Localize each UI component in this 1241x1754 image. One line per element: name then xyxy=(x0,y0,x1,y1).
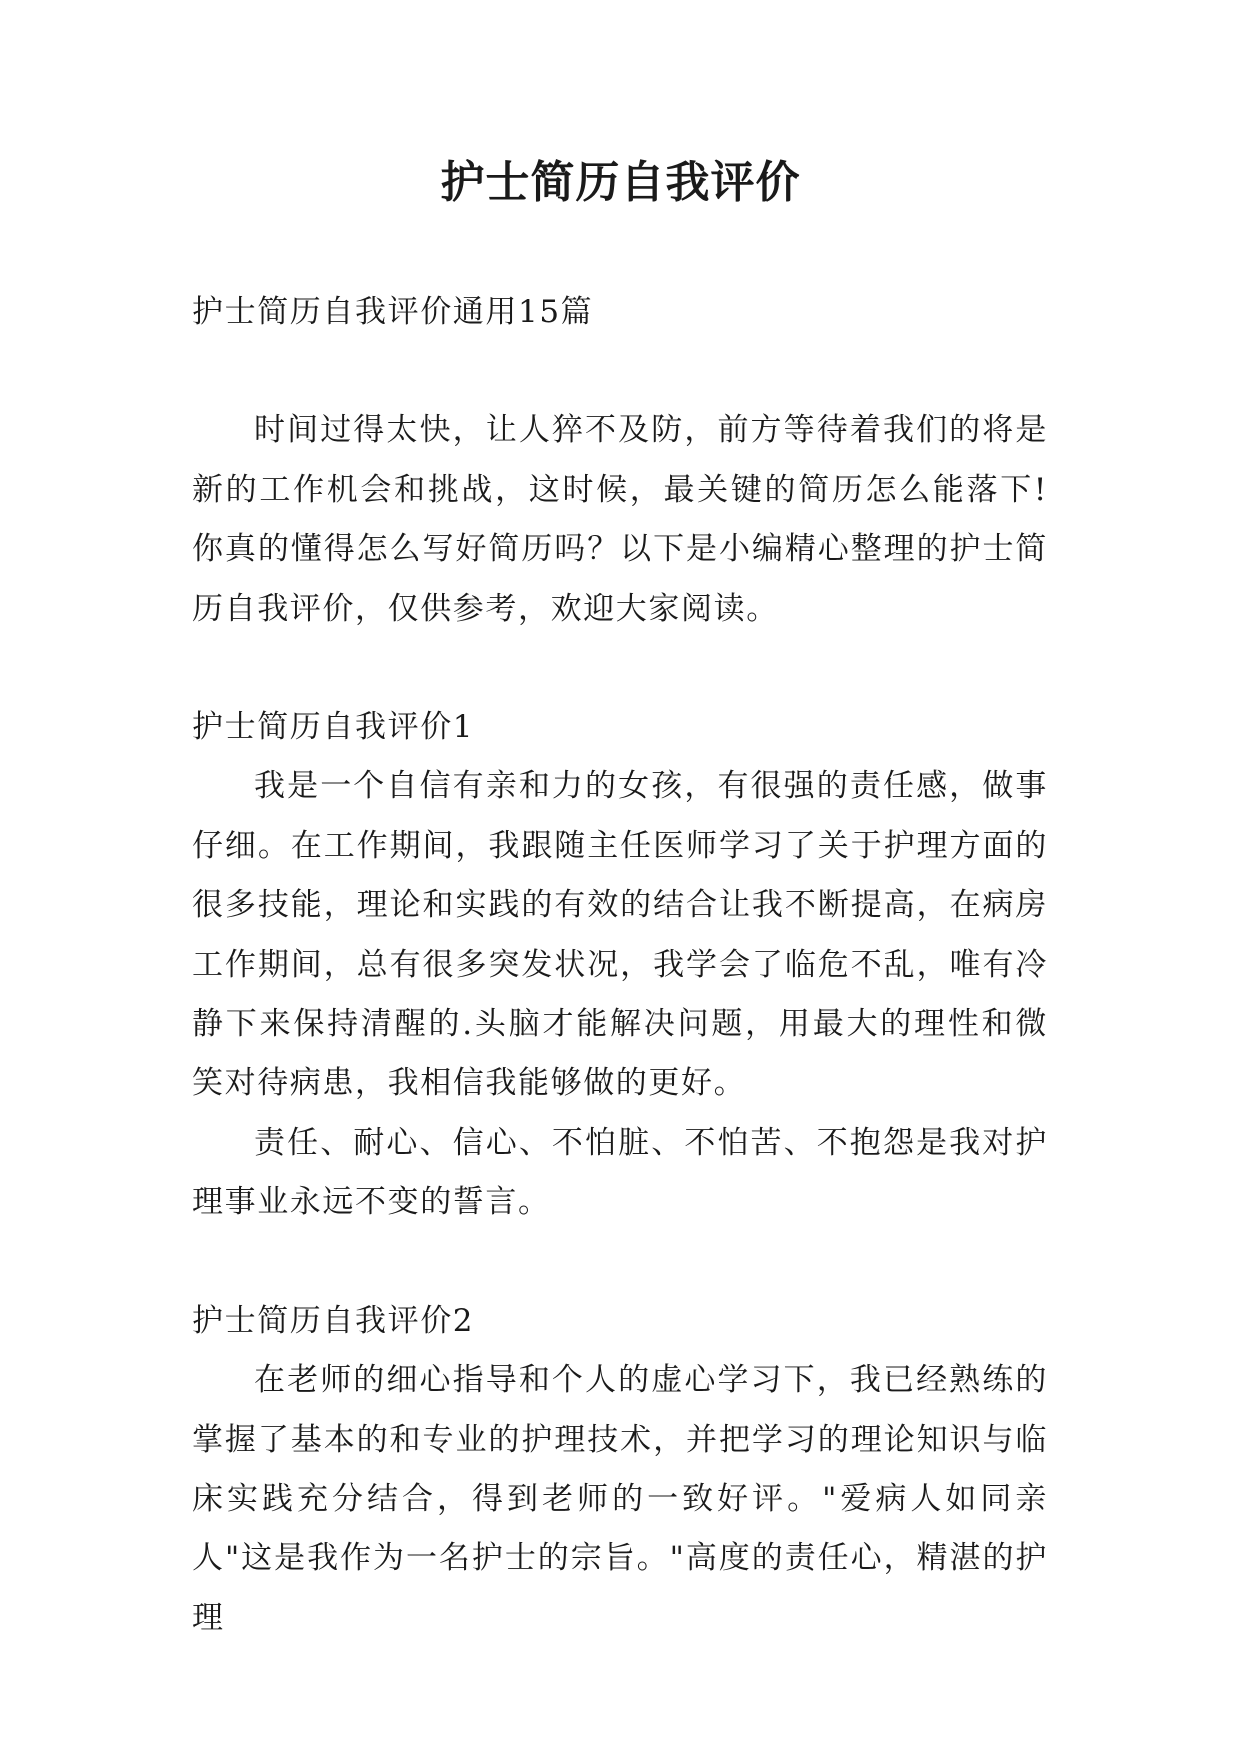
document-subtitle: 护士简历自我评价通用15篇 xyxy=(192,294,594,330)
paragraph-gap xyxy=(192,639,1048,698)
intro-paragraph: 时间过得太快，让人猝不及防，前方等待着我们的将是新的工作机会和挑战，这时候，最关键的简历怎么能落下!你真的懂得怎么写好简历吗？以下是小编精心整理的护士简历自我评价，仅供参考，欢迎大家阅读。 xyxy=(192,412,1048,627)
section-heading-2: 护士简历自我评价2 xyxy=(192,1302,475,1339)
document-title: 护士简历自我评价 xyxy=(440,157,801,208)
section-2-paragraph-1: 在老师的细心指导和个人的虚心学习下，我已经熟练的掌握了基本的和专业的护理技术，并把学习的理论知识与临床实践充分结合，得到老师的一致好评。"爱病人如同亲人"这是我作为一名护士的宗旨。"高度的责任心，精湛的护理 xyxy=(192,1362,1048,1636)
section-1-paragraph-2: 责任、耐心、信心、不怕脏、不怕苦、不抱怨是我对护理事业永远不变的誓言。 xyxy=(192,1124,1048,1221)
section-1-paragraph-1: 我是一个自信有亲和力的女孩，有很强的责任感，做事仔细。在工作期间，我跟随主任医师学习了关于护理方面的很多技能，理论和实践的有效的结合让我不断提高，在病房工作期间，总有很多突发状况，我学会了临危不乱，唯有冷静下来保持清醒的.头脑才能解决问题，用最大的理性和微笑对待病患，我相信我能够做的更好。 xyxy=(192,768,1048,1102)
paragraph-gap xyxy=(192,342,1048,401)
paragraph-gap xyxy=(192,1233,1048,1292)
document-body xyxy=(192,283,1048,1648)
section-heading-1: 护士简历自我评价1 xyxy=(192,709,475,746)
